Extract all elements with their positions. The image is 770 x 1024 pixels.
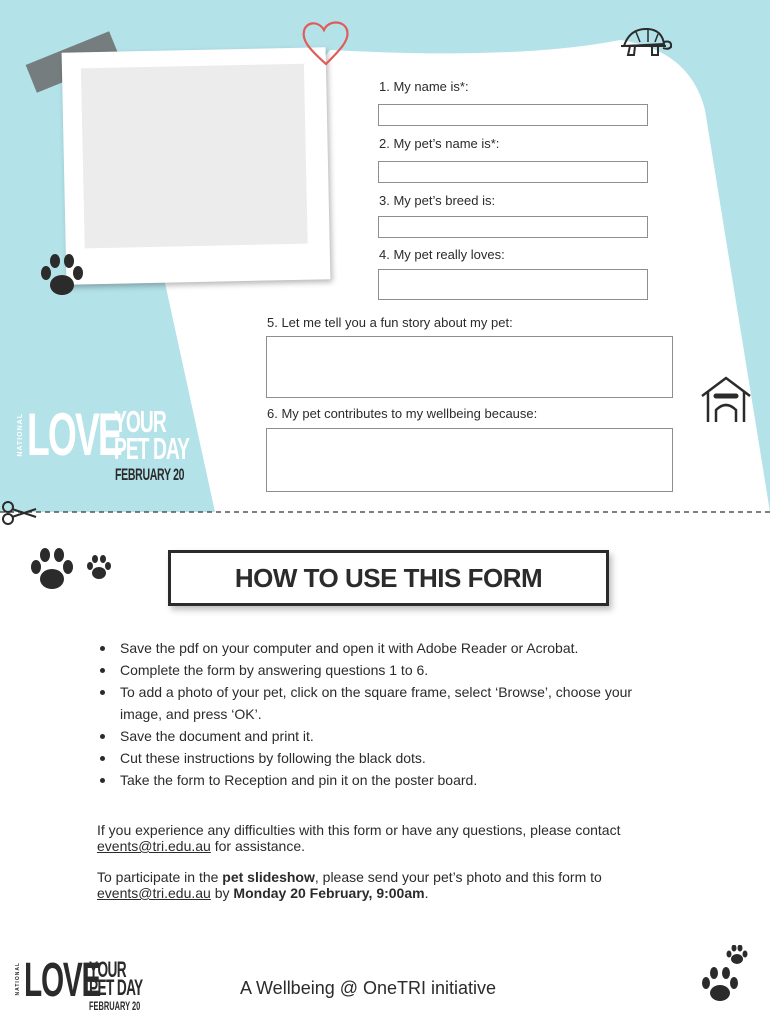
footer-logo-national: NATIONAL xyxy=(15,962,21,996)
pet-name-input[interactable] xyxy=(378,161,648,183)
pet-photo-area[interactable] xyxy=(81,64,308,249)
question-1-label: 1. My name is*: xyxy=(379,79,469,94)
list-item: Complete the form by answering questions 1 to 6. xyxy=(98,659,718,681)
footer-logo-pet-day: PET DAY xyxy=(89,975,143,1000)
doghouse-icon xyxy=(698,374,754,426)
footer-logo-love: LOVE xyxy=(24,954,101,1007)
list-item: Save the pdf on your computer and open it with Adobe Reader or Acrobat. xyxy=(98,637,718,659)
how-to-title: HOW TO USE THIS FORM xyxy=(234,562,543,593)
slideshow-email-link[interactable]: events@tri.edu.au xyxy=(97,885,211,901)
instructions-list xyxy=(98,637,718,791)
logo-pet-day: PET DAY xyxy=(114,431,190,466)
question-6-label: 6. My pet contributes to my wellbeing because: xyxy=(267,406,538,421)
paw-icon xyxy=(38,253,86,299)
footer-initiative-text: A Wellbeing @ OneTRI initiative xyxy=(240,978,497,998)
help-email-link[interactable]: events@tri.edu.au xyxy=(97,838,211,854)
help-suffix: for assistance. xyxy=(214,838,305,854)
slideshow-mid: , please send your pet’s photo and this form to xyxy=(314,869,602,885)
footer-logo-date: FEBRUARY 20 xyxy=(89,999,141,1013)
logo-love: LOVE xyxy=(27,401,121,468)
paw-icon-small xyxy=(86,555,112,581)
question-4-label: 4. My pet really loves: xyxy=(379,247,505,262)
list-item: Save the document and print it. xyxy=(98,725,718,747)
paw-icon-footer xyxy=(700,966,740,1004)
slideshow-bold: pet slideshow xyxy=(222,869,315,885)
name-input[interactable] xyxy=(378,104,648,126)
scissors-icon xyxy=(0,500,40,526)
slideshow-prefix: To participate in the xyxy=(97,869,219,885)
list-item: To add a photo of your pet, click on the square frame, select ‘Browse’, choose your image, and press ‘OK’. xyxy=(98,681,650,725)
slideshow-paragraph xyxy=(97,869,657,901)
turtle-icon xyxy=(618,24,674,60)
list-item: Cut these instructions by following the black dots. xyxy=(98,747,718,769)
footer-logo-your: YOUR xyxy=(89,957,126,982)
help-paragraph xyxy=(97,822,677,854)
how-to-title-box xyxy=(168,550,609,606)
logo-date: FEBRUARY 20 xyxy=(115,465,185,484)
list-item: Take the form to Reception and pin it on the poster board. xyxy=(98,769,718,791)
question-5-label: 5. Let me tell you a fun story about my pet: xyxy=(267,315,513,330)
question-2-label: 2. My pet’s name is*: xyxy=(379,136,500,151)
slideshow-by: by xyxy=(214,885,230,901)
heart-icon xyxy=(300,18,352,68)
fun-story-textarea[interactable] xyxy=(266,336,673,398)
question-3-label: 3. My pet’s breed is: xyxy=(379,193,496,208)
slideshow-deadline: Monday 20 February, 9:00am xyxy=(233,885,425,901)
logo-national: NATIONAL xyxy=(17,413,24,457)
logo-your: YOUR xyxy=(114,404,166,439)
paw-icon-large xyxy=(28,547,76,593)
pet-loves-input[interactable] xyxy=(378,269,648,300)
wellbeing-textarea[interactable] xyxy=(266,428,673,492)
pet-breed-input[interactable] xyxy=(378,216,648,238)
paw-icon-footer-small xyxy=(726,945,748,965)
slideshow-end: . xyxy=(424,885,429,901)
pet-photo-frame[interactable] xyxy=(62,47,331,284)
help-text: If you experience any difficulties with this form or have any questions, please contact xyxy=(97,822,621,838)
